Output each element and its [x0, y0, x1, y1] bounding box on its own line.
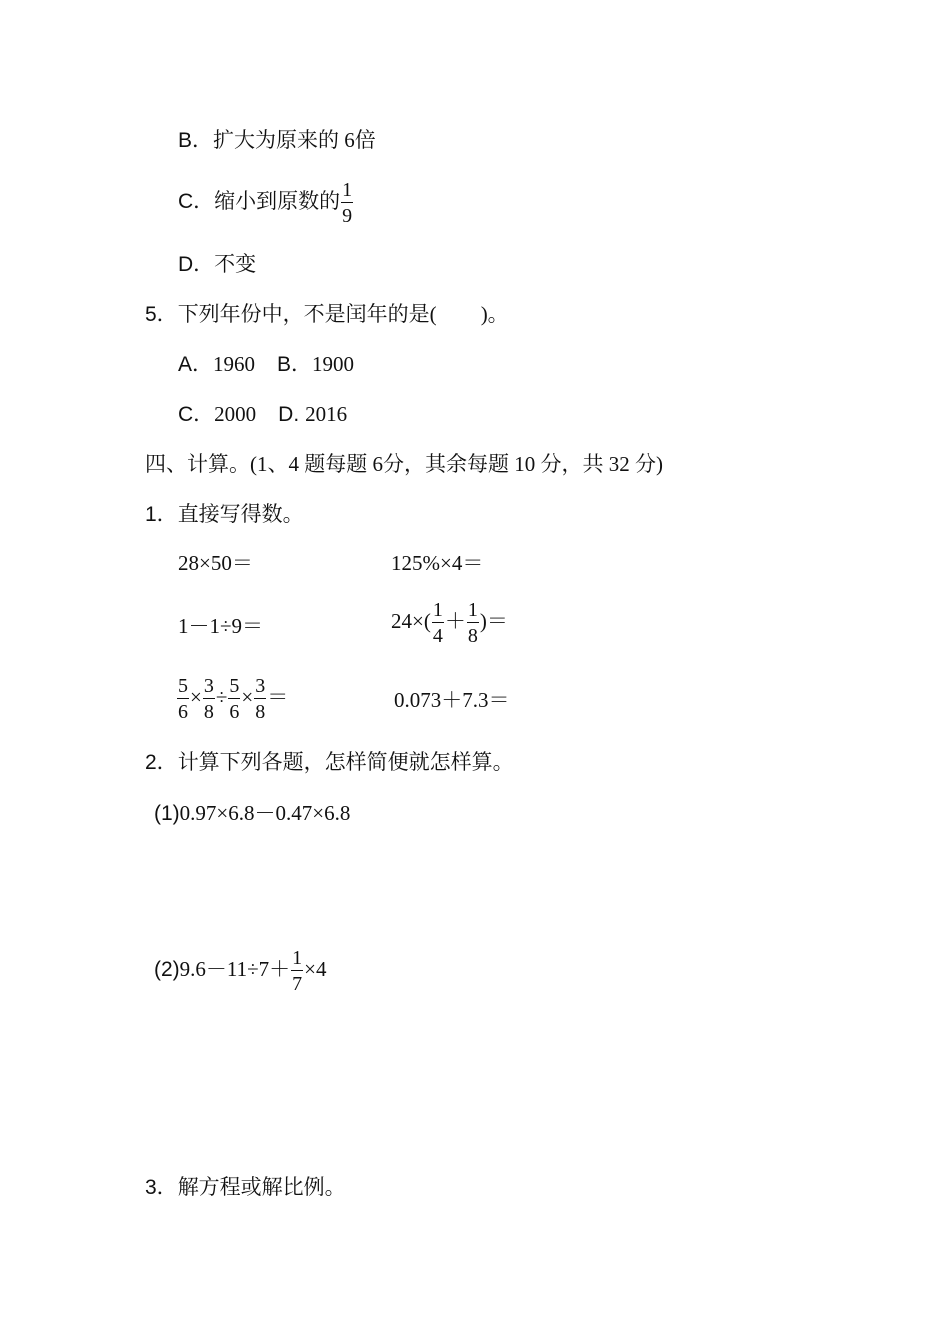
option-label: B． — [277, 353, 313, 376]
fraction-numerator: 5 — [178, 675, 188, 697]
fraction-numerator: 5 — [229, 675, 240, 697]
fraction — [254, 676, 266, 722]
problem-1-title — [145, 504, 304, 525]
fraction — [341, 180, 353, 226]
section-heading: 四、计算。(1、4 题每题 6分，其余每题 10 分，共 32 分) — [145, 452, 663, 476]
option-label: B． — [178, 129, 214, 152]
sub-problem-2 — [154, 948, 327, 994]
fraction-numerator: 3 — [203, 675, 214, 697]
option-text: 2000 — [214, 402, 257, 426]
fraction-denominator: 6 — [178, 701, 188, 723]
sub-problem-1 — [154, 803, 350, 824]
option-label: C． — [178, 403, 215, 426]
expr-r2c2 — [391, 600, 508, 646]
q5-options-row-1 — [178, 354, 354, 375]
option-text: 不变 — [214, 252, 257, 276]
fraction-numerator: 1 — [292, 947, 303, 969]
option-text: 2016 — [305, 402, 348, 426]
operator: × — [190, 684, 202, 709]
expr-r3c2: 0.073＋7.3＝ — [394, 688, 510, 712]
problem-text: 计算下列各题，怎样简便就怎样算。 — [177, 750, 514, 774]
expr-r3c1 — [176, 676, 288, 722]
option-label: C． — [178, 189, 215, 213]
expr-r2c1: 1－1÷9＝ — [178, 614, 264, 638]
expr-part: 24×( — [391, 608, 431, 633]
fraction-numerator: 1 — [342, 179, 353, 201]
fraction-denominator: 7 — [292, 973, 303, 995]
fraction-denominator: 4 — [432, 625, 443, 647]
problem-text: 解方程或解比例。 — [177, 1175, 346, 1199]
sub-problem-expr-end: ×4 — [304, 956, 327, 981]
operator: × — [241, 684, 254, 709]
sub-problem-label: (2) — [154, 957, 180, 981]
expr-r1c2: 125%×4＝ — [391, 551, 484, 575]
problem-number: 3． — [145, 1176, 178, 1199]
option-label: D. — [278, 403, 300, 426]
fraction-denominator: 6 — [229, 701, 240, 723]
question-text-end: )。 — [480, 302, 509, 326]
sub-problem-expr: 0.97×6.8－0.47×6.8 — [179, 801, 351, 825]
fraction — [228, 676, 240, 722]
operator: ÷ — [215, 684, 228, 709]
fraction-denominator: 8 — [203, 701, 214, 723]
problem-number: 2． — [145, 751, 178, 774]
fraction — [467, 600, 479, 646]
fraction — [432, 600, 444, 646]
option-label: D． — [178, 253, 215, 276]
sub-problem-expr: 9.6－11÷7＋ — [179, 956, 291, 981]
problem-number: 1． — [145, 503, 178, 526]
fraction-numerator: 1 — [467, 599, 478, 621]
fraction-numerator: 1 — [432, 599, 443, 621]
fraction-denominator: 8 — [467, 625, 478, 647]
q4-option-d — [178, 254, 256, 275]
question-text: 下列年份中，不是闰年的是( — [177, 302, 437, 326]
fraction — [203, 676, 215, 722]
sub-problem-label: (1) — [154, 802, 180, 825]
option-text: 缩小到原数的 — [214, 188, 341, 213]
operator: ＝ — [267, 684, 289, 709]
q4-option-c — [178, 180, 354, 226]
option-text: 扩大为原来的 6倍 — [213, 128, 376, 152]
expr-part: )＝ — [479, 608, 508, 633]
q5-options-row-2 — [178, 404, 347, 425]
problem-2-title — [145, 752, 514, 773]
question-5 — [145, 304, 509, 325]
option-label: A． — [178, 353, 214, 376]
question-number: 5． — [145, 303, 178, 326]
fraction — [291, 948, 303, 994]
fraction-denominator: 8 — [255, 701, 266, 723]
option-text: 1900 — [312, 352, 355, 376]
expr-r1c1: 28×50＝ — [178, 551, 253, 575]
expr-part: ＋ — [444, 608, 466, 633]
fraction-numerator: 3 — [255, 675, 266, 697]
problem-text: 直接写得数。 — [177, 502, 304, 526]
fraction — [177, 676, 189, 722]
option-text: 1960 — [213, 352, 256, 376]
problem-3-title — [145, 1177, 346, 1198]
fraction-denominator: 9 — [342, 205, 353, 227]
q4-option-b — [178, 130, 376, 151]
